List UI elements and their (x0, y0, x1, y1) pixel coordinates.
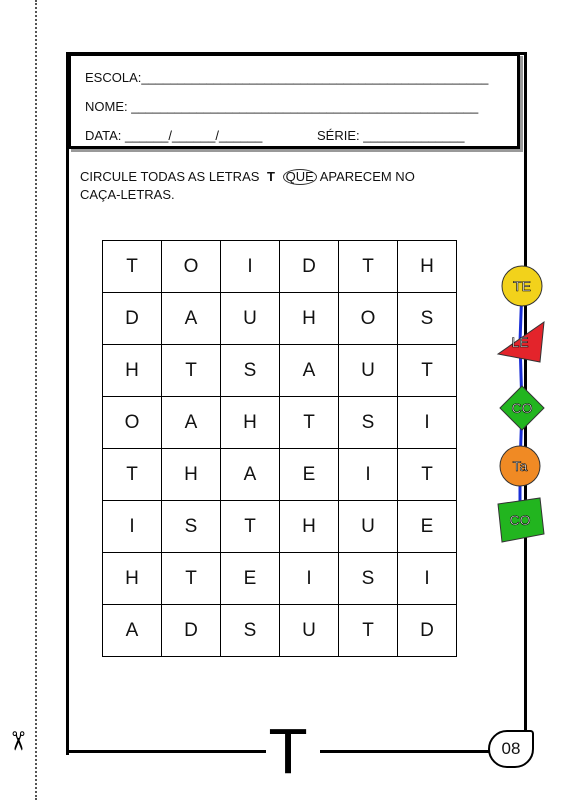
page-number: 08 (501, 739, 521, 758)
grid-cell[interactable]: O (339, 293, 398, 345)
grid-cell[interactable]: S (162, 501, 221, 553)
page-number-badge (488, 730, 534, 768)
grid-cell[interactable]: H (221, 397, 280, 449)
chain-token-label: TE (513, 278, 531, 294)
bottom-border-right (320, 750, 490, 753)
cut-line (35, 0, 37, 800)
chain-token (498, 498, 544, 542)
school-field: ESCOLA:________________________________________________ (85, 70, 489, 85)
grid-cell[interactable]: T (162, 345, 221, 397)
grid-cell[interactable]: A (221, 449, 280, 501)
grid-cell[interactable]: T (221, 501, 280, 553)
grid-cell[interactable]: A (103, 605, 162, 657)
grid-cell[interactable]: H (280, 293, 339, 345)
grid-row (103, 449, 457, 501)
grid-cell[interactable]: H (103, 553, 162, 605)
instruction-text (80, 168, 460, 204)
chain-token (500, 446, 540, 486)
grid-cell[interactable]: D (103, 293, 162, 345)
grid-cell[interactable]: U (339, 345, 398, 397)
grid-cell[interactable]: S (221, 605, 280, 657)
name-field: NOME: ________________________________________________ (85, 99, 479, 114)
chain-token-label: CO (511, 400, 533, 416)
grid-cell[interactable]: E (280, 449, 339, 501)
grid-cell[interactable]: E (221, 553, 280, 605)
grid-cell[interactable]: I (339, 449, 398, 501)
chain-token-label: Ta (512, 458, 528, 474)
grid-cell[interactable]: D (398, 605, 457, 657)
grid-cell[interactable]: E (398, 501, 457, 553)
grid-cell[interactable]: I (221, 241, 280, 293)
grid-cell[interactable]: A (280, 345, 339, 397)
chain-token (502, 266, 542, 306)
chain-token-label: CO (509, 512, 531, 528)
grid-cell[interactable]: T (162, 553, 221, 605)
instruction-line-2: CAÇA-LETRAS. (80, 187, 175, 202)
grid-cell[interactable]: H (280, 501, 339, 553)
grid-cell[interactable]: D (162, 605, 221, 657)
decorative-syllable-chain (490, 258, 550, 558)
grid-cell[interactable]: D (280, 241, 339, 293)
grid-cell[interactable]: U (221, 293, 280, 345)
grid-cell[interactable]: T (398, 449, 457, 501)
grid-cell[interactable]: O (162, 241, 221, 293)
date-field: DATA: ______/______/______ (85, 128, 263, 143)
grade-field: SÉRIE: ______________ (317, 128, 465, 143)
grid-cell[interactable]: U (280, 605, 339, 657)
grid-cell[interactable]: I (103, 501, 162, 553)
grid-cell[interactable]: H (103, 345, 162, 397)
grid-row (103, 553, 457, 605)
grid-cell[interactable]: O (103, 397, 162, 449)
grid-row (103, 605, 457, 657)
featured-letter: T (268, 715, 308, 787)
chain-token (500, 386, 544, 430)
grid-row (103, 345, 457, 397)
grid-cell[interactable]: T (103, 241, 162, 293)
grid-cell[interactable]: S (398, 293, 457, 345)
grid-row (103, 501, 457, 553)
instruction-part-1: CIRCULE TODAS AS LETRAS (80, 169, 260, 184)
grid-row (103, 241, 457, 293)
grid-cell[interactable]: T (398, 345, 457, 397)
grid-cell[interactable]: H (398, 241, 457, 293)
grid-cell[interactable]: A (162, 293, 221, 345)
grid-cell[interactable]: T (103, 449, 162, 501)
grid-row (103, 397, 457, 449)
grid-cell[interactable]: I (398, 553, 457, 605)
grid-cell[interactable]: U (339, 501, 398, 553)
grid-cell[interactable]: T (280, 397, 339, 449)
grid-cell[interactable]: S (339, 397, 398, 449)
grid-cell[interactable]: A (162, 397, 221, 449)
grid-cell[interactable]: I (398, 397, 457, 449)
circled-word: QUE (283, 169, 317, 185)
target-letter: T (267, 169, 275, 184)
grid-cell[interactable]: H (162, 449, 221, 501)
instruction-part-2: APARECEM NO (319, 169, 415, 184)
letter-search-grid (102, 240, 457, 657)
grid-row (103, 293, 457, 345)
bottom-border-left (66, 750, 266, 753)
scissors-icon: ✂ (1, 730, 32, 752)
grid-cell[interactable]: S (339, 553, 398, 605)
student-info-box (68, 53, 520, 149)
grid-cell[interactable]: I (280, 553, 339, 605)
grid-cell[interactable]: T (339, 605, 398, 657)
grid-cell[interactable]: S (221, 345, 280, 397)
chain-token-label: LE (511, 334, 529, 350)
grid-cell[interactable]: T (339, 241, 398, 293)
